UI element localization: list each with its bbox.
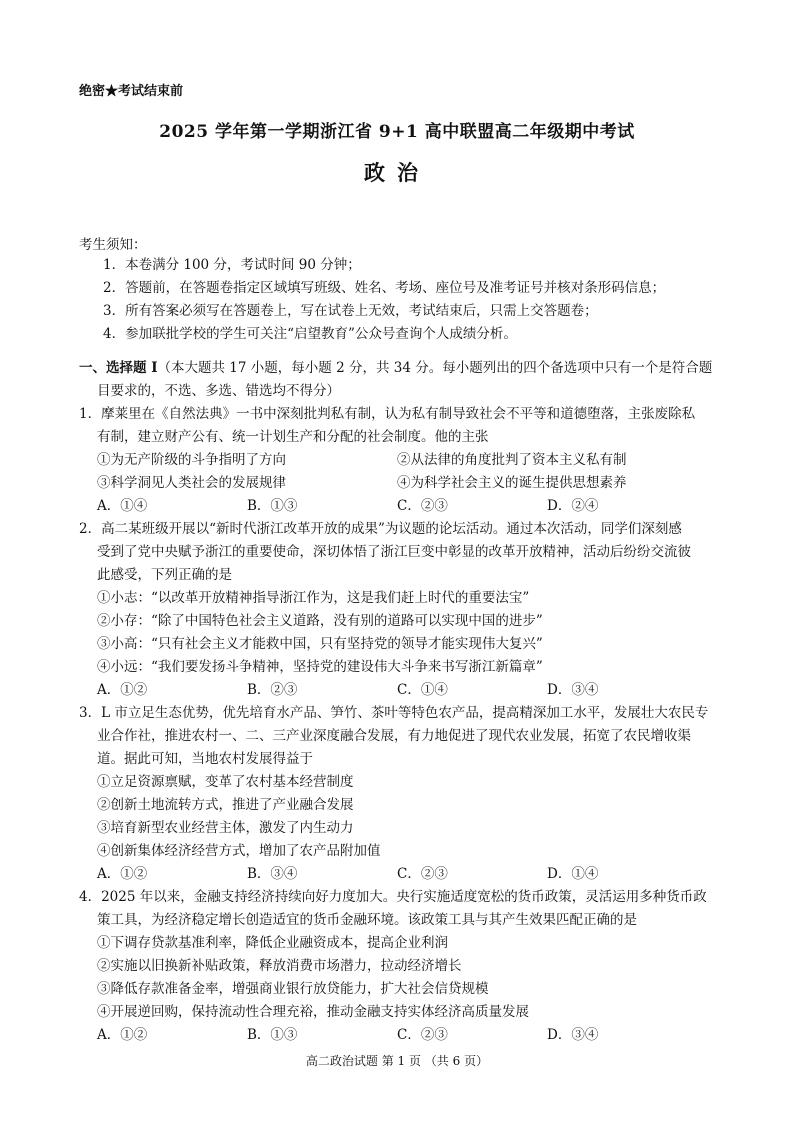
question-4	[79, 886, 719, 1047]
question-1	[79, 403, 719, 518]
question-2	[79, 518, 719, 702]
secret-label: 绝密★考试结束前	[79, 84, 184, 99]
statement: ②小存：“除了中国特色社会主义道路，没有别的道路可以实现中国的进步”	[97, 613, 543, 629]
question-stem	[79, 886, 719, 932]
answer-options	[79, 863, 719, 886]
stem-line: 此感受，下列正确的是	[97, 567, 232, 583]
answer-options	[79, 1024, 719, 1047]
option-b: B．③④	[247, 866, 298, 882]
statement: ①下调存贷款基准利率，降低企业融资成本，提高企业利润	[97, 935, 448, 951]
stem-line: 4．2025 年以来，金融支持经济持续向好力度加大。央行实施适度宽松的货币政策，灵活运用多种货币政	[79, 889, 707, 905]
notice-item: 1．本卷满分 100 分，考试时间 90 分钟；	[103, 257, 361, 273]
statement: ③小高：“只有社会主义才能救中国，只有坚持党的领导才能实现伟大复兴”	[97, 636, 543, 652]
stem-line: 2．高二某班级开展以“新时代浙江改革开放的成果”为议题的论坛活动。通过本次活动，同学们深刻感	[79, 521, 682, 537]
option-d: D．②④	[547, 498, 599, 514]
question-stem	[79, 702, 719, 771]
statement: ②从法律的角度批判了资本主义私有制	[397, 452, 627, 468]
statement: ④为科学社会主义的诞生提供思想素养	[397, 475, 627, 491]
notice-heading: 考生须知：	[79, 237, 147, 253]
question-stem	[79, 403, 719, 449]
notice-item: 2．答题前，在答题卷指定区域填写班级、姓名、考场、座位号及准考证号并核对条形码信息；	[103, 280, 666, 296]
stem-line: 业合作社，推进农村一、二、三产业深度融合发展，有力地促进了现代农业发展，拓宽了农民增收渠	[97, 728, 691, 744]
statement: ④小远：“我们要发扬斗争精神，坚持党的建设伟大斗争来书写浙江新篇章”	[97, 659, 543, 675]
notice-list	[103, 254, 723, 346]
answer-options	[79, 679, 719, 702]
option-c: C．①④	[397, 682, 448, 698]
statement: ①为无产阶级的斗争指明了方向	[97, 452, 286, 468]
option-a: A．①②	[97, 866, 148, 882]
option-d: D．①④	[547, 866, 599, 882]
stem-line: 道。据此可知，当地农村发展得益于	[97, 751, 313, 767]
stem-line: 受到了党中央赋予浙江的重要使命，深切体悟了浙江巨变中彰显的改革开放精神，活动后纷纷交流彼	[97, 544, 691, 560]
statement: ②实施以旧换新补贴政策，释放消费市场潜力，拉动经济增长	[97, 958, 462, 974]
option-b: B．②③	[247, 682, 298, 698]
statement: ④创新集体经济经营方式，增加了农产品附加值	[97, 843, 381, 859]
option-c: C．②③	[397, 866, 448, 882]
option-c: C．②③	[397, 498, 448, 514]
stem-line: 3．L 市立足生态优势，优先培育水产品、笋竹、茶叶等特色农产品，提高精深加工水平，发展壮大农民专	[79, 705, 709, 721]
exam-title: 2025 学年第一学期浙江省 9+1 高中联盟高二年级期中考试	[159, 122, 635, 142]
statement-grid	[79, 449, 719, 495]
statement: ④开展逆回购，保持流动性合理充裕，推动金融支持实体经济高质量发展	[97, 1004, 529, 1020]
question-list	[79, 403, 719, 1047]
section-heading	[79, 357, 719, 403]
question-stem	[79, 518, 719, 587]
notice-item: 4．参加联批学校的学生可关注“启望教育”公众号查询个人成绩分析。	[103, 326, 517, 342]
section-desc: （本大题共 17 小题，每小题 2 分，共 34 分。每小题列出的四个备选项中只有一个是符合题	[157, 360, 713, 376]
statement: ③降低存款准备金率，增强商业银行放贷能力，扩大社会信贷规模	[97, 981, 489, 997]
option-c: C．②③	[397, 1027, 448, 1043]
statement: ②创新土地流转方式，推进了产业融合发展	[97, 797, 354, 813]
option-a: A．①④	[97, 498, 148, 514]
option-a: A．①②	[97, 682, 148, 698]
question-3	[79, 702, 719, 886]
statement: ③培育新型农业经营主体，激发了内生动力	[97, 820, 354, 836]
option-b: B．①③	[247, 1027, 298, 1043]
option-d: D．③④	[547, 682, 599, 698]
subject-title: 政治	[364, 160, 430, 185]
notice-item: 3．所有答案必须写在答题卷上，写在试卷上无效，考试结束后，只需上交答题卷；	[103, 303, 598, 319]
section-desc-cont: 目要求的，不选、多选、错选均不得分）	[97, 383, 340, 399]
option-b: B．①③	[247, 498, 298, 514]
statement: ①立足资源禀赋，变革了农村基本经营制度	[97, 774, 354, 790]
statement: ③科学洞见人类社会的发展规律	[97, 475, 286, 491]
statement: ①小志：“以改革开放精神指导浙江作为，这是我们赶上时代的重要法宝”	[97, 590, 530, 606]
section-label: 一、选择题 I	[79, 360, 158, 376]
option-d: D．③④	[547, 1027, 599, 1043]
stem-line: 策工具，为经济稳定增长创造适宜的货币金融环境。该政策工具与其产生效果匹配正确的是	[97, 912, 637, 928]
stem-line: 1．摩莱里在《自然法典》一书中深刻批判私有制，认为私有制导致社会不平等和道德堕落，主张废除私	[79, 406, 696, 422]
option-a: A．①②	[97, 1027, 148, 1043]
page-footer: 高二政治试题 第 1 页 （共 6 页）	[305, 1054, 489, 1068]
answer-options	[79, 495, 719, 518]
stem-line: 有制，建立财产公有、统一计划生产和分配的社会制度。他的主张	[97, 429, 489, 445]
